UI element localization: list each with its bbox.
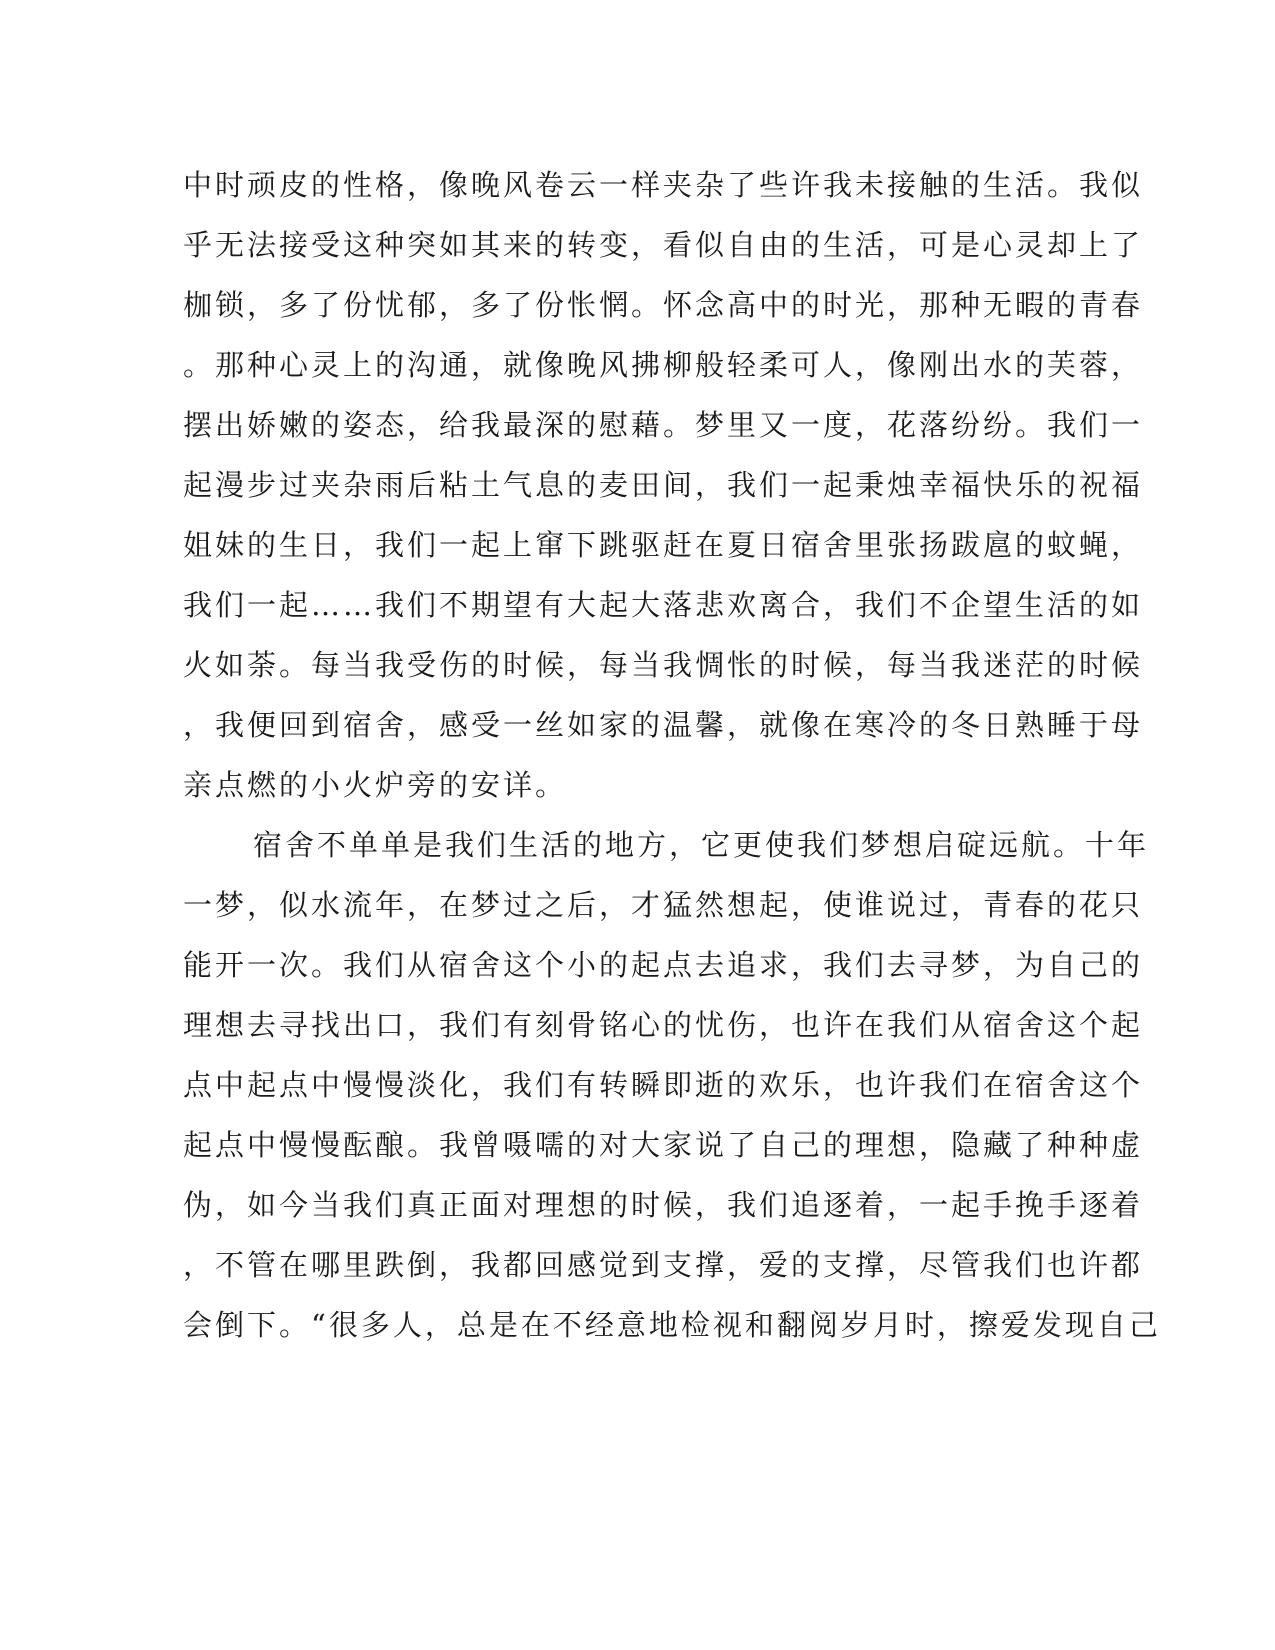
text-line: 一梦，似水流年，在梦过之后，才猛然想起，使谁说过，青春的花只 <box>183 888 1144 922</box>
text-line: 中时顽皮的性格，像晚风卷云一样夹杂了些许我未接触的生活。我似 <box>183 168 1144 202</box>
text-line: 火如荼。每当我受伤的时候，每当我惆怅的时候，每当我迷茫的时候 <box>183 648 1144 682</box>
text-line: 宿舍不单单是我们生活的地方，它更使我们梦想启碇远航。十年 <box>253 828 1150 862</box>
paragraph-2 <box>183 815 1161 1355</box>
text-line: 会倒下。“很多人，总是在不经意地检视和翻阅岁月时，擦爱发现自己 <box>183 1308 1161 1342</box>
text-line: 姐妹的生日，我们一起上窜下跳驱赶在夏日宿舍里张扬跋扈的蚊蝇， <box>183 528 1144 562</box>
text-line: 理想去寻找出口，我们有刻骨铭心的忧伤，也许在我们从宿舍这个起 <box>183 1008 1144 1042</box>
text-line: ，不管在哪里跌倒，我都回感觉到支撑，爱的支撑，尽管我们也许都 <box>183 1248 1144 1282</box>
text-line: 亲点燃的小火炉旁的安详。 <box>183 768 568 802</box>
text-line: 伪，如今当我们真正面对理想的时候，我们追逐着，一起手挽手逐着 <box>183 1188 1144 1222</box>
paragraph-1 <box>183 155 1144 815</box>
text-line: 。那种心灵上的沟通，就像晚风拂柳般轻柔可人，像刚出水的芙蓉， <box>183 348 1144 382</box>
text-line: 能开一次。我们从宿舍这个小的起点去追求，我们去寻梦，为自己的 <box>183 948 1144 982</box>
text-line: 枷锁，多了份忧郁，多了份怅惘。怀念高中的时光，那种无暇的青春 <box>183 288 1144 322</box>
text-line: 我们一起……我们不期望有大起大落悲欢离合，我们不企望生活的如 <box>183 588 1144 622</box>
text-line: 点中起点中慢慢淡化，我们有转瞬即逝的欢乐，也许我们在宿舍这个 <box>183 1068 1144 1102</box>
text-line: 起点中慢慢酝酿。我曾嗫嚅的对大家说了自己的理想，隐藏了种种虚 <box>183 1128 1144 1162</box>
document-body <box>183 155 1161 1355</box>
text-line: 起漫步过夹杂雨后粘土气息的麦田间，我们一起秉烛幸福快乐的祝福 <box>183 468 1144 502</box>
text-line: 摆出娇嫩的姿态，给我最深的慰藉。梦里又一度，花落纷纷。我们一 <box>183 408 1144 442</box>
text-line: 乎无法接受这种突如其来的转变，看似自由的生活，可是心灵却上了 <box>183 228 1144 262</box>
text-line: ，我便回到宿舍，感受一丝如家的温馨，就像在寒冷的冬日熟睡于母 <box>183 708 1144 742</box>
